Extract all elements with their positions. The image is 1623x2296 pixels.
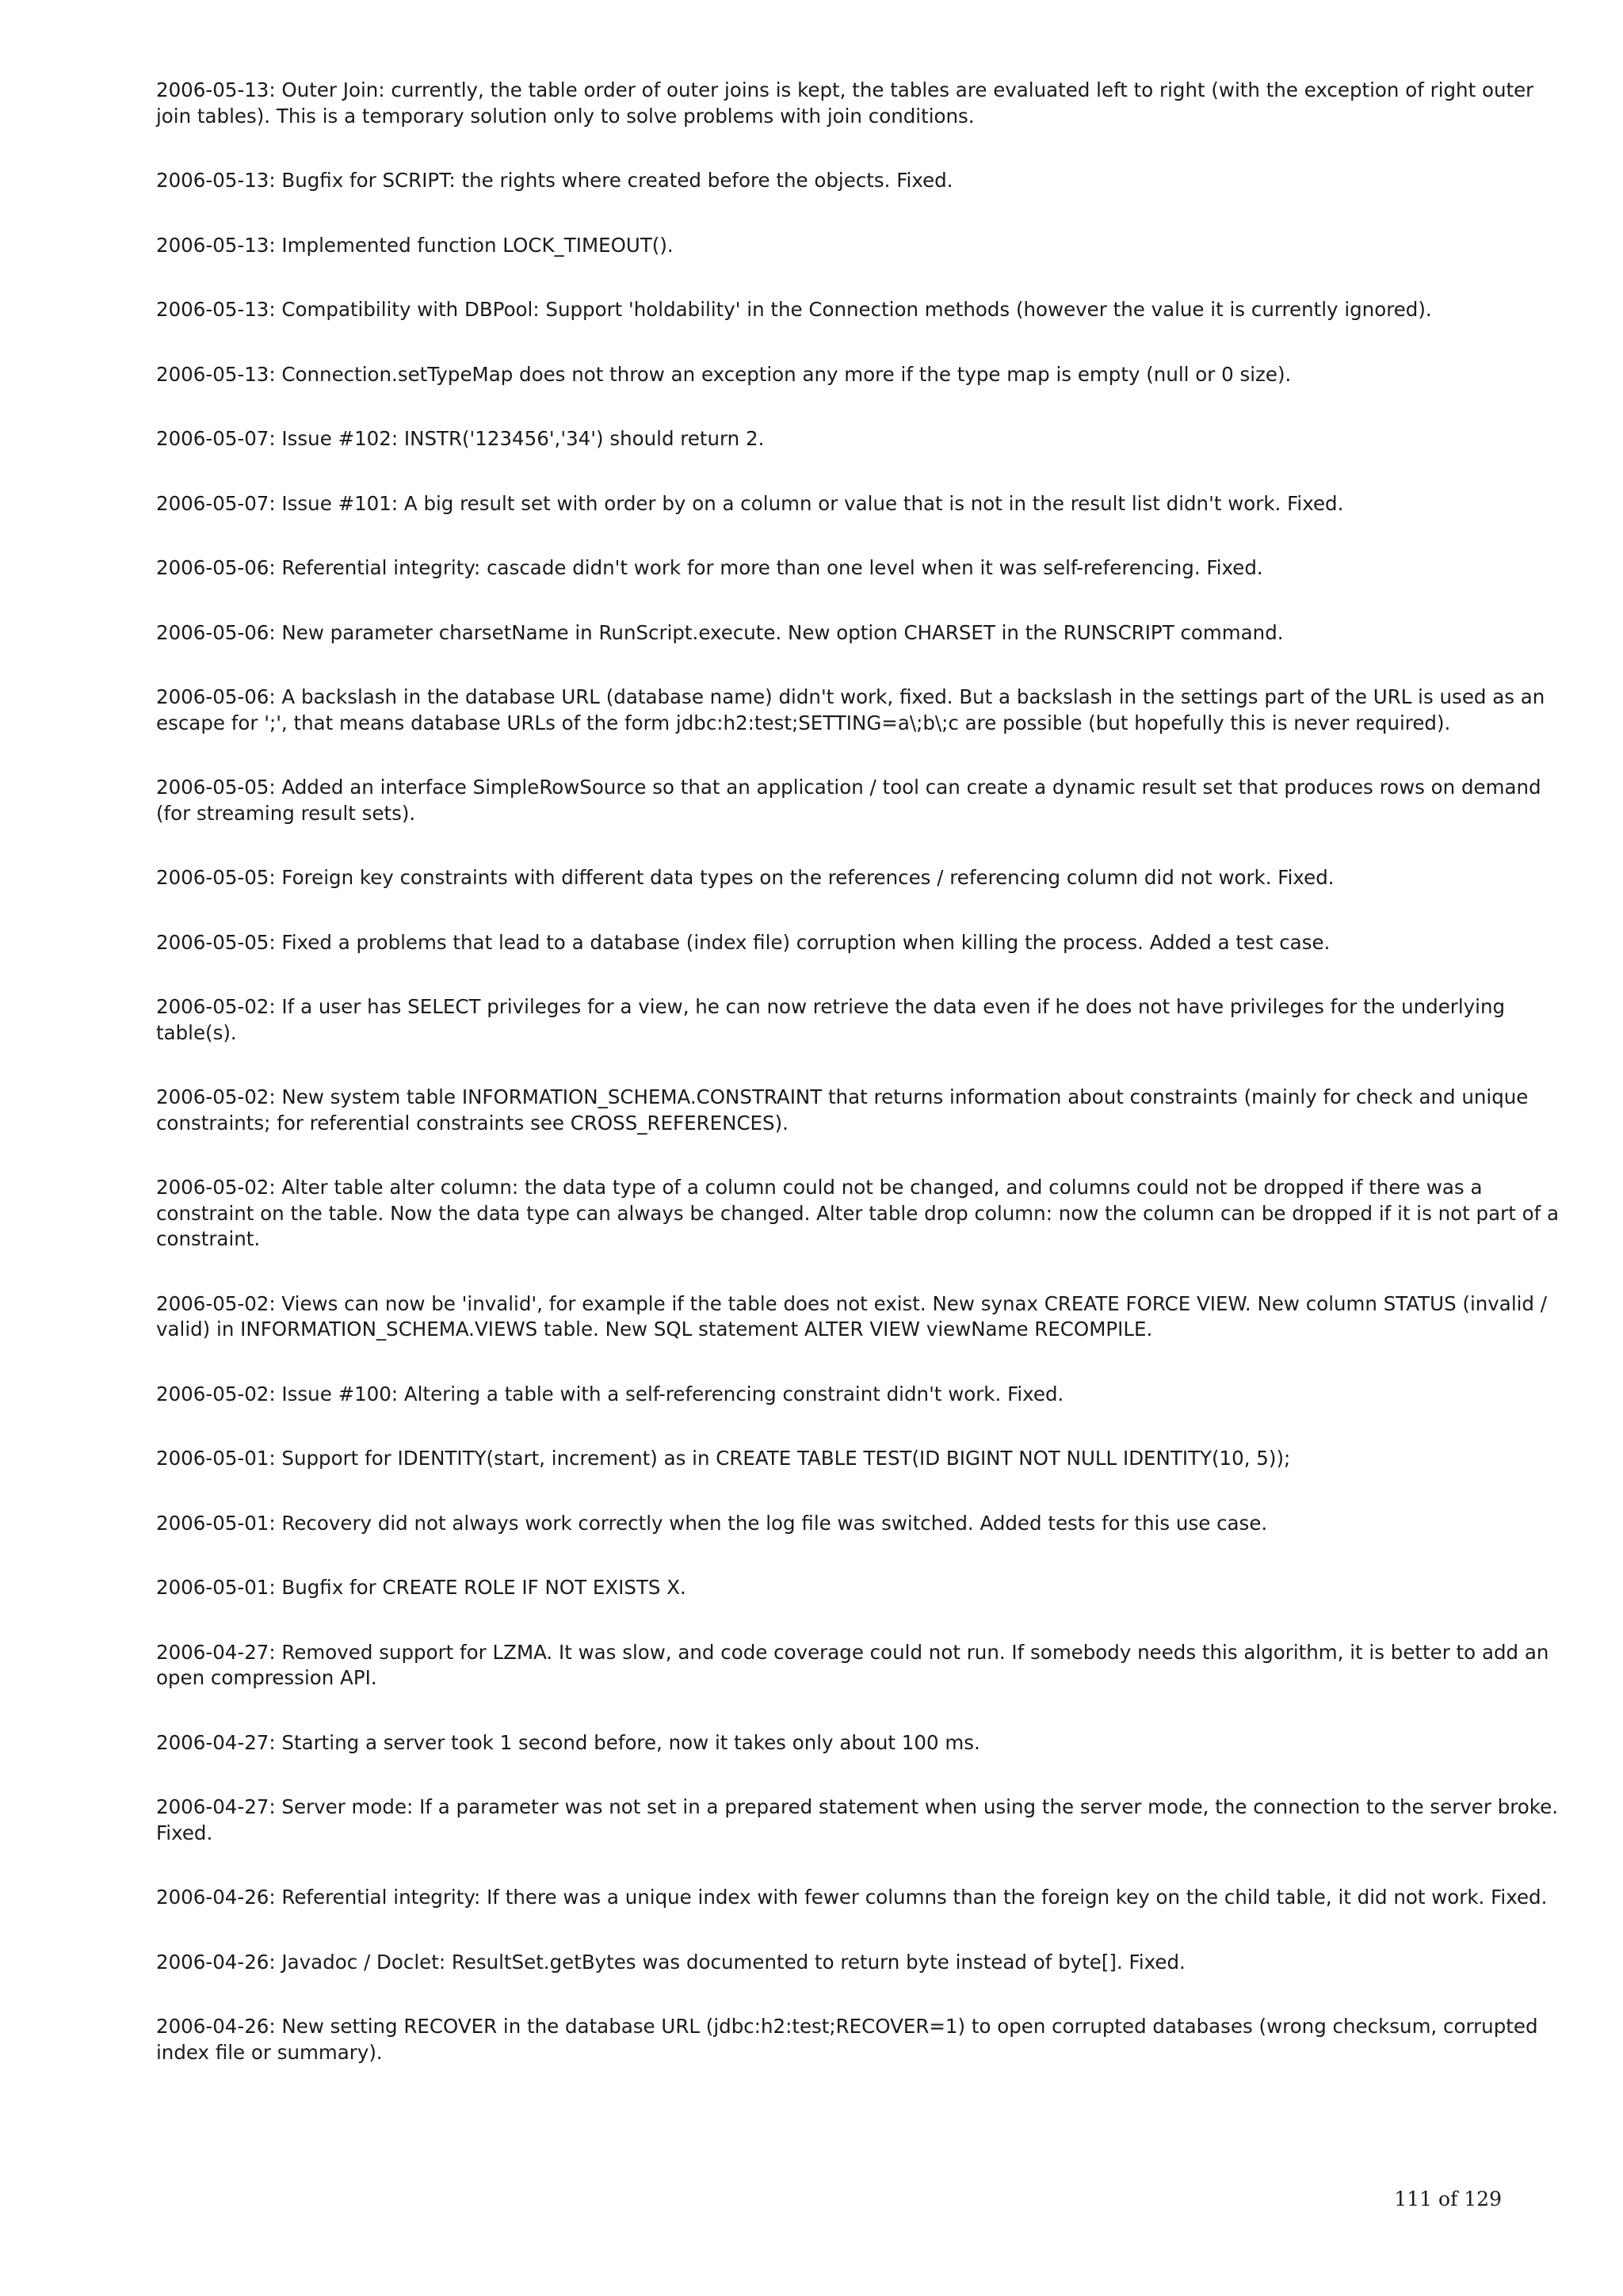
changelog-entry: 2006-04-26: Javadoc / Doclet: ResultSet.getBytes was documented to return byte instead of byte[]. Fixed. xyxy=(156,1950,1186,1974)
changelog-entry: 2006-05-02: New system table INFORMATION_SCHEMA.CONSTRAINT that returns information about constraints (mainly for check and unique constraints; for referential constraints see CROSS_REFERENCES). xyxy=(156,1085,1529,1135)
changelog-entry: 2006-05-07: Issue #102: INSTR('123456','34') should return 2. xyxy=(156,427,765,450)
changelog-entry: 2006-04-27: Server mode: If a parameter was not set in a prepared statement when using the server mode, the connection to the server broke. Fixed. xyxy=(156,1795,1558,1844)
changelog-entry: 2006-05-02: Views can now be 'invalid', for example if the table does not exist. New synax CREATE FORCE VIEW. New column STATUS (invalid / valid) in INFORMATION_SCHEMA.VIEWS table. New SQL statement ALTER VIEW viewName RECOMPILE. xyxy=(156,1291,1548,1341)
changelog-entry: 2006-04-27: Removed support for LZMA. It was slow, and code coverage could not run. If somebody needs this algorithm, it is better to add an open compression API. xyxy=(156,1640,1549,1689)
changelog-entry: 2006-04-26: Referential integrity: If there was a unique index with fewer columns than the foreign key on the child table, it did not work. Fixed. xyxy=(156,1886,1548,1909)
changelog-entry: 2006-04-26: New setting RECOVER in the database URL (jdbc:h2:test;RECOVER=1) to open corrupted databases (wrong checksum, corrupted index file or summary). xyxy=(156,2015,1538,2064)
changelog-content xyxy=(156,78,1563,2104)
changelog-entry: 2006-05-01: Support for IDENTITY(start, increment) as in CREATE TABLE TEST(ID BIGINT NOT NULL IDENTITY(10, 5)); xyxy=(156,1447,1291,1470)
changelog-entry: 2006-05-13: Bugfix for SCRIPT: the rights where created before the objects. Fixed. xyxy=(156,169,953,192)
changelog-entry: 2006-05-13: Compatibility with DBPool: Support 'holdability' in the Connection methods (however the value it is currently ignored). xyxy=(156,298,1432,321)
page-number: 111 of 129 xyxy=(1394,2187,1502,2210)
changelog-entry: 2006-05-02: If a user has SELECT privileges for a view, he can now retrieve the data even if he does not have privileges for the underlying table(s). xyxy=(156,995,1506,1044)
changelog-entry: 2006-05-06: Referential integrity: cascade didn't work for more than one level when it was self-referencing. Fixed. xyxy=(156,556,1263,579)
changelog-entry: 2006-05-02: Alter table alter column: the data type of a column could not be changed, and columns could not be dropped if there was a constraint on the table. Now the data type can always be changed. Alter table drop column: now the column can be dropped if it is not part of a constraint. xyxy=(156,1176,1560,1250)
changelog-entry: 2006-05-05: Fixed a problems that lead to a database (index file) corruption when killing the process. Added a test case. xyxy=(156,930,1331,954)
changelog-entry: 2006-05-07: Issue #101: A big result set with order by on a column or value that is not in the result list didn't work. Fixed. xyxy=(156,491,1344,515)
changelog-entry: 2006-05-13: Outer Join: currently, the table order of outer joins is kept, the tables are evaluated left to right (with the exception of right outer join tables). This is a temporary solution only to solve problems with join conditions. xyxy=(156,78,1534,128)
changelog-entry: 2006-05-06: A backslash in the database URL (database name) didn't work, fixed. But a backslash in the settings part of the URL is used as an escape for ';', that means database URLs of the form jdbc:h2:test;SETTING=a\;b\;c are possible (but hopefully this is never required). xyxy=(156,685,1545,734)
changelog-entry: 2006-05-01: Recovery did not always work correctly when the log file was switched. Added tests for this use case. xyxy=(156,1511,1268,1535)
changelog-entry: 2006-05-13: Implemented function LOCK_TIMEOUT(). xyxy=(156,233,674,257)
changelog-entry: 2006-05-01: Bugfix for CREATE ROLE IF NOT EXISTS X. xyxy=(156,1576,686,1599)
changelog-entry: 2006-05-13: Connection.setTypeMap does not throw an exception any more if the type map is empty (null or 0 size). xyxy=(156,362,1292,386)
changelog-entry: 2006-05-05: Foreign key constraints with different data types on the references / referencing column did not work. Fixed. xyxy=(156,866,1335,889)
changelog-entry: 2006-05-06: New parameter charsetName in RunScript.execute. New option CHARSET in the RUNSCRIPT command. xyxy=(156,620,1284,644)
changelog-entry: 2006-05-02: Issue #100: Altering a table with a self-referencing constraint didn't work. Fixed. xyxy=(156,1382,1064,1405)
changelog-entry: 2006-05-05: Added an interface SimpleRowSource so that an application / tool can create a dynamic result set that produces rows on demand (for streaming result sets). xyxy=(156,776,1541,825)
changelog-entry: 2006-04-27: Starting a server took 1 second before, now it takes only about 100 ms. xyxy=(156,1730,980,1754)
